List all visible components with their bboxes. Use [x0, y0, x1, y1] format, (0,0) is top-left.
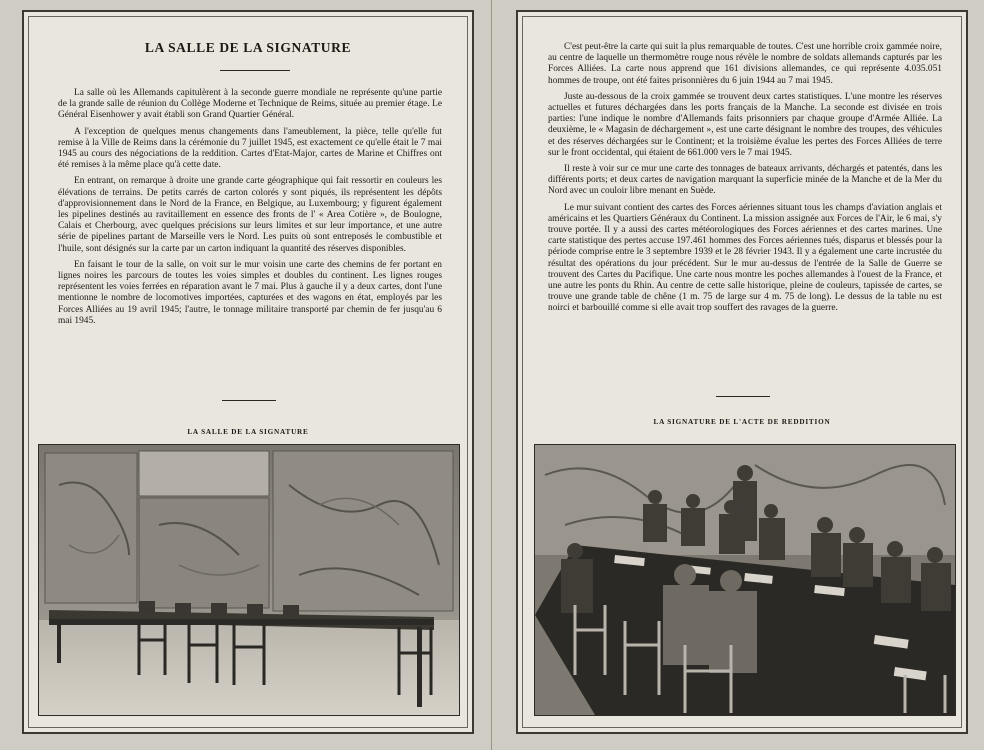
- paragraph: En entrant, on remarque à droite une grande carte géographique qui fait ressortir en couleurs les élévations de terrains. De petits carrés de carton colorés y sont piqués, ils représentent les dépôts d'approvisionnement dans le Nord de la France, en Belgique, au Luxembourg; y figurent également les pipelines destinés au ravitaillement en essence des fronts de l' « Area Cotière », de Boulogne, Calais et Cherbourg, avec quelques précisions sur leurs limites et sur leur importance, et une autre série de pipelines partant de Marseille vers le Nord. Les puits où sont entreposés le combustible et l'huile, sont désignés sur la carte par un carton indiquant la quantité des réserves disponibles.: [58, 176, 442, 254]
- photo-caption: LA SALLE DE LA SIGNATURE: [187, 428, 309, 436]
- photo-caption: LA SIGNATURE DE L'ACTE DE REDDITION: [653, 418, 831, 426]
- right-page: [516, 10, 968, 734]
- paragraph: La salle où les Allemands capitulèrent à la seconde guerre mondiale ne représente qu'une partie de la grande salle de réunion du Collège Moderne et Technique de Reims, située au premier étage. Le Général Eisenhower y avait établi son Grand Quartier Général.: [58, 88, 442, 121]
- title-divider: [220, 70, 290, 71]
- paragraph: Juste au-dessous de la croix gammée se trouvent deux cartes statistiques. L'une montre les réserves actuelles et futures déchargées dans les ports français de la Manche. La seconde est divisée en trois parties: l'une indique le nombre d'Allemands faits prisonniers par chaque groupe d'Armée Alliée. La deuxième, le « Magasin de déchargement », est une carte désignant le nombre des troupes, des véhicules et des réserves déchargées sur le Continent; et la troisième évalue les pertes des Forces Alliées de terre sur le front occidental, qui étaient de 661.000 vers le 7 mai 1945.: [548, 91, 942, 158]
- surrender-signing-photo: [534, 444, 956, 716]
- paragraph: C'est peut-être la carte qui suit la plus remarquable de toutes. C'est une horrible croix gammée noire, au centre de laquelle un thermomètre rouge nous révèle le nombre de soldats allemands capturés par les Forces Alliées. La carte nous apprend que 161 divisions allemandes, ce qui représente 4.035.051 hommes de troupe, ont été faites prisonnières du 6 juin 1944 au 7 mai 1945.: [548, 42, 942, 86]
- left-page: [22, 10, 474, 734]
- section-divider: [222, 400, 276, 401]
- paragraph: En faisant le tour de la salle, on voit sur le mur voisin une carte des chemins de fer portant en lignes noires les parcours de toutes les voies simples et doubles du continent. Les lignes rouges représentent les voies ferrées en réparation avant le 7 mai. Plus à gauche il y a deux cartes, dont l'une mentionne le nombre de locomotives importées, capturées et des wagons en état, employés par les Forces Alliées au 19 avril 1945; l'autre, le tonnage militaire transporté par chemin de fer jusqu'au 6 mai 1945.: [58, 259, 442, 326]
- left-body-text: [58, 88, 442, 332]
- right-body-text: [548, 42, 942, 320]
- paragraph: Il reste à voir sur ce mur une carte des tonnages de bateaux arrivants, déchargés et patentés, dans les différents ports; et deux cartes de navigation marquant la superficie minée de la Manche et de la Mer du Nord avec un couloir libre menant en Suède.: [548, 164, 942, 197]
- center-fold: [491, 0, 492, 750]
- paragraph: Le mur suivant contient des cartes des Forces aériennes situant tous les champs d'aviation anglais et américains et les Quartiers Généraux du Continent. La mission assignée aux Forces de l'Air, le 6 mai, s'y trouve portée. Il y a aussi des cartes météorologiques des Forces aériennes et des cartes marines. Une carte statistique des pertes accuse 197.461 hommes des Forces aériennes tués, disparus et blessés pour la période comprise entre le 3 septembre 1939 et le 28 février 1943. Il y a également une carte incrustée du résultat des opérations du jour précédent. Sur le mur au-dessus de l'entrée de la Salle de Guerre se trouvent des Cartes du Pacifique. Une carte nous montre les poches allemandes à l'ouest de la France, et une autre les ponts du Rhin. Au centre de cette salle historique, pleine de couleurs, tapissée de cartes, se trouve une grande table de chêne (1 m. 75 de large sur 4 m. 75 de long). Le dessus de la table nu est noirci et barbouillé comme si elle avait trop souffert des ravages de la guerre.: [548, 202, 942, 314]
- signing-room-photo: [38, 444, 460, 716]
- margin-archive-stamp: [472, 28, 480, 458]
- section-divider: [716, 396, 770, 397]
- page-title: LA SALLE DE LA SIGNATURE: [144, 40, 352, 55]
- paragraph: A l'exception de quelques menus changements dans l'ameublement, la pièce, telle qu'elle fut remise à la Ville de Reims dans la cérémonie du 7 juillet 1945, est exactement ce qu'elle était le 7 mai 1945 au cours des négociations de la reddition. Cartes d'Etat-Major, cartes de Marine et Chiffres ont été remises à la même place qu'à cette date.: [58, 126, 442, 171]
